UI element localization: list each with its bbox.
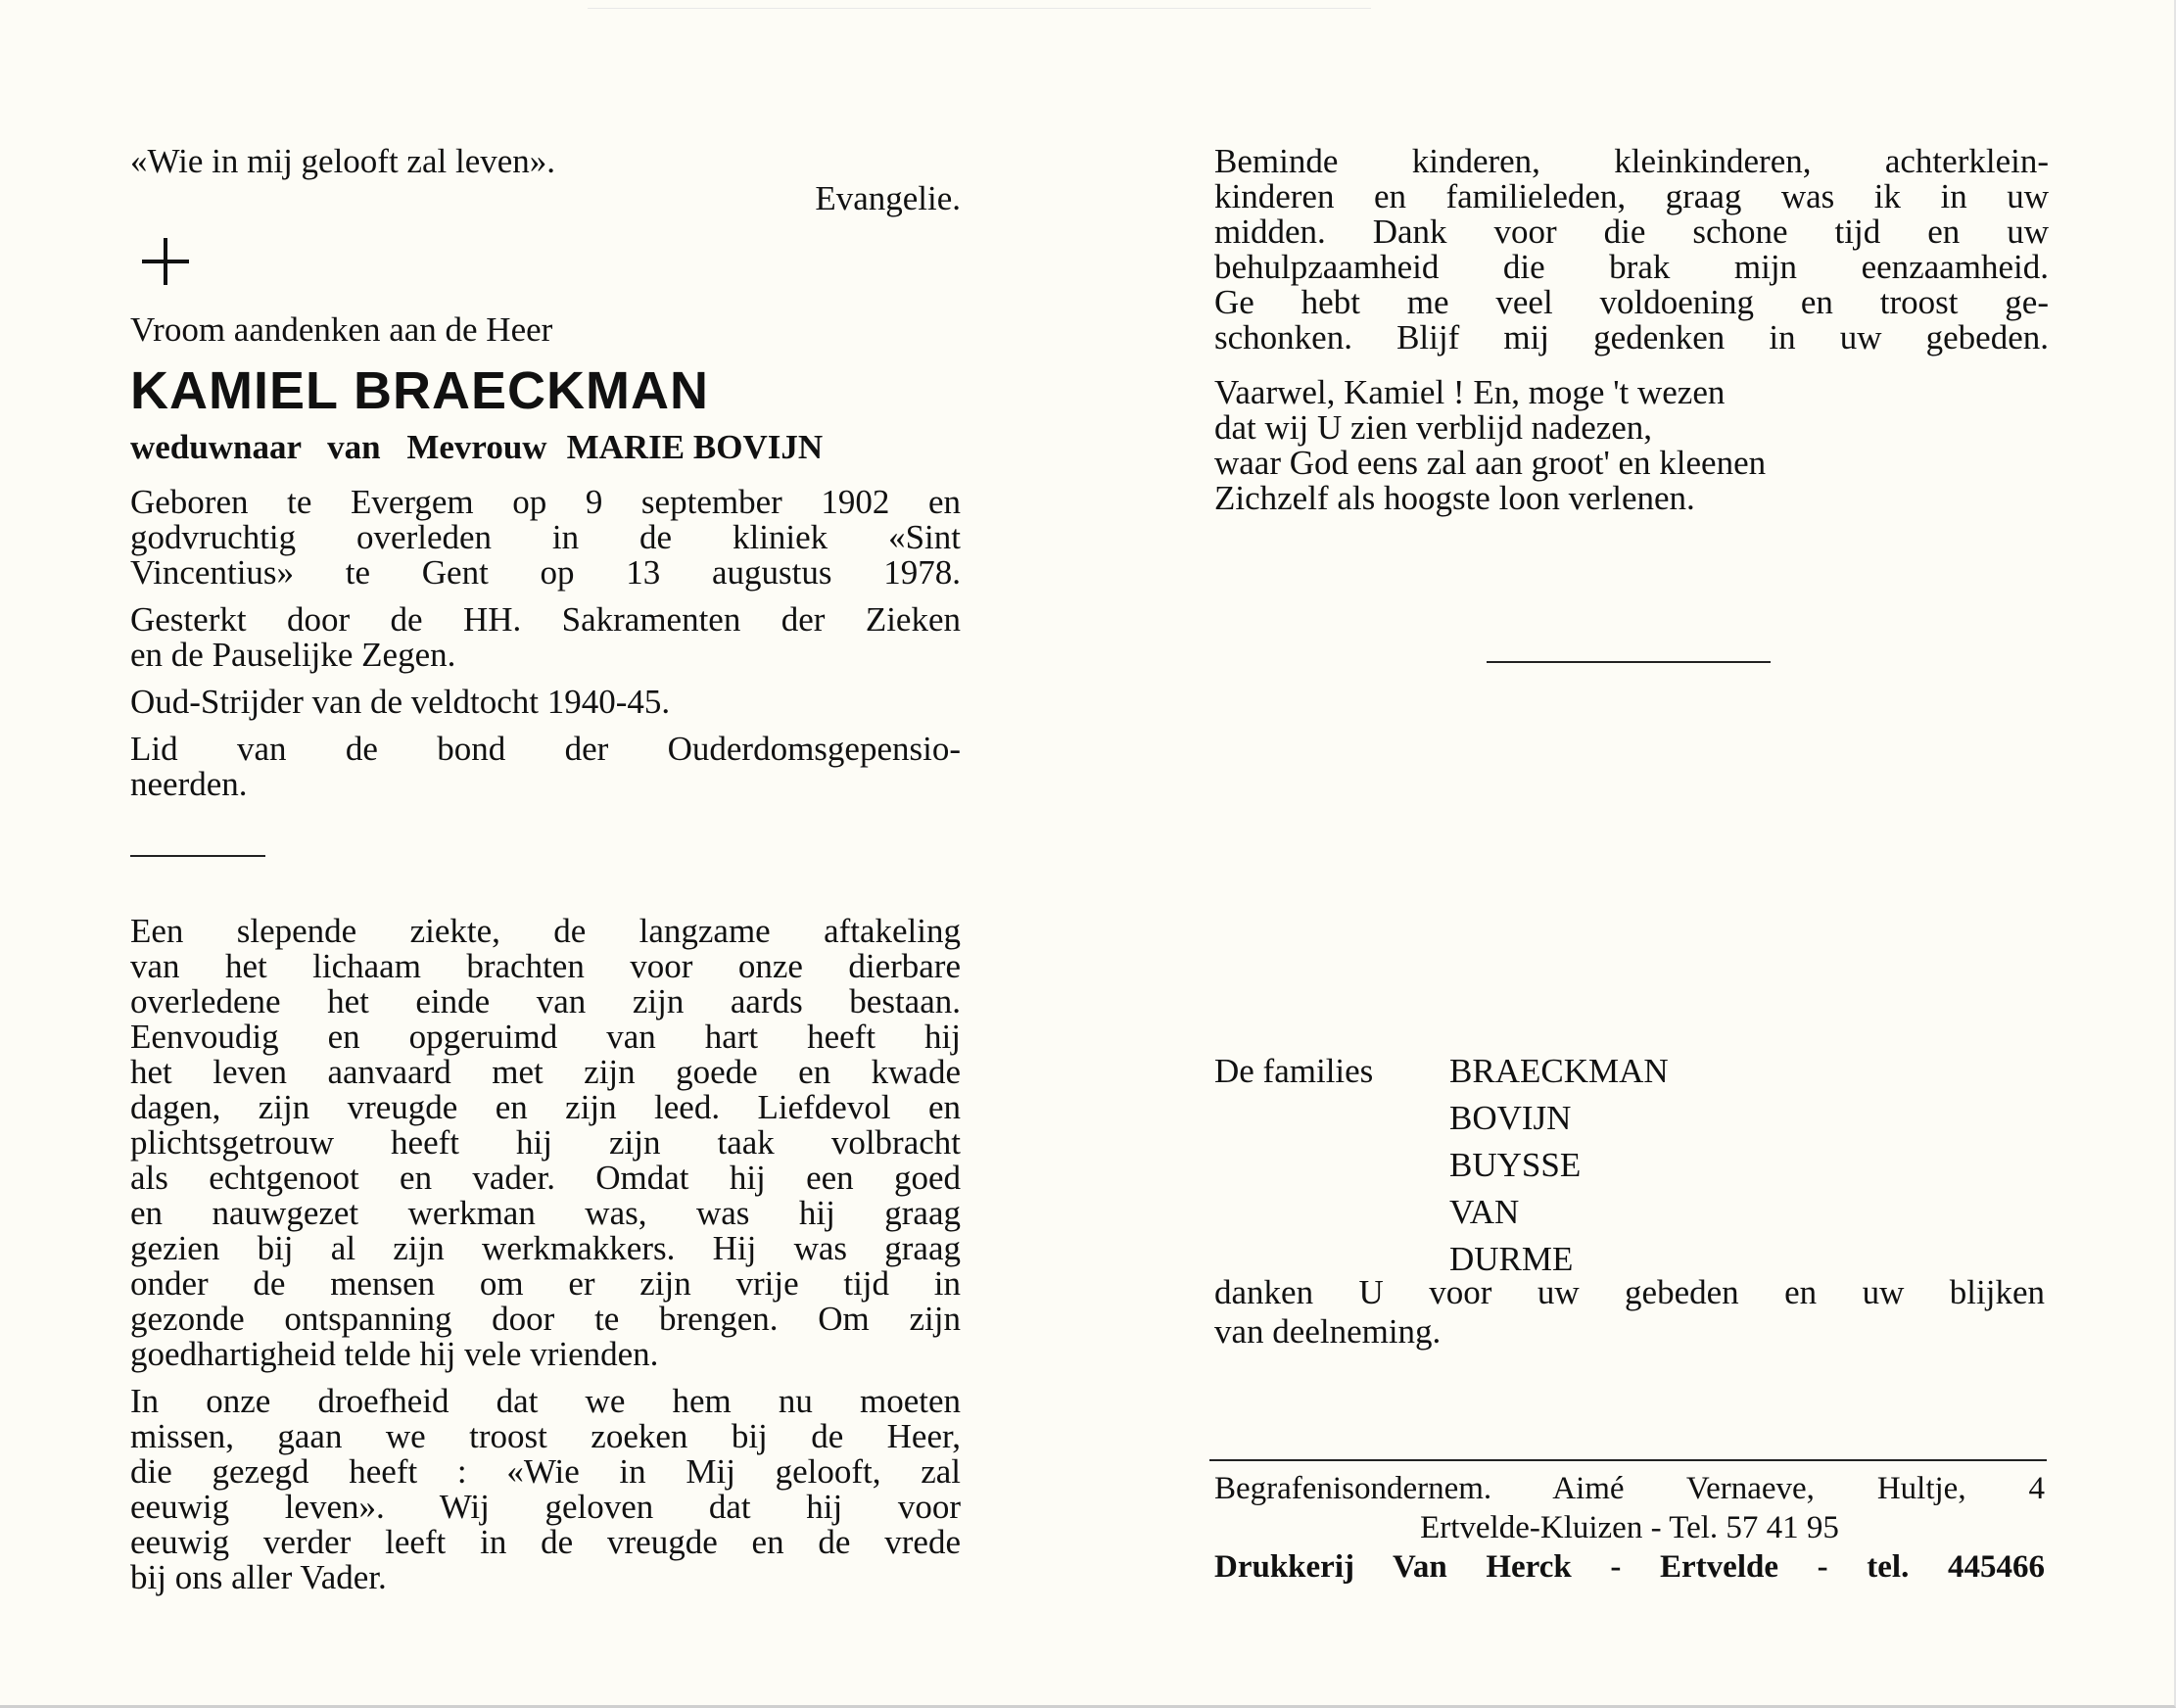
text-line: danken U voor uw gebeden en uw blijken <box>1214 1273 2045 1311</box>
text-line: plichtsgetrouw heeft hij zijn taak volbracht <box>130 1123 961 1162</box>
cross-icon <box>142 238 189 285</box>
memorial-intro: Vroom aandenken aan de Heer <box>130 310 553 349</box>
member-paragraph <box>130 732 961 802</box>
text-line: neerden. <box>130 765 248 803</box>
family-name: BRAECKMAN <box>1449 1052 1669 1090</box>
text-line: Vincentius» te Gent op 13 augustus 1978. <box>130 553 961 592</box>
text-line: gezonde ontspanning door te brengen. Om zijn <box>130 1300 961 1338</box>
family-name: BUYSSE <box>1449 1146 1582 1184</box>
faith-paragraph <box>130 1384 961 1595</box>
text-line: eeuwig leven». Wij geloven dat hij voor <box>130 1488 961 1526</box>
text-line: Geboren te Evergem op 9 september 1902 en <box>130 483 961 521</box>
text-line: Lid van de bond der Ouderdomsgepensio- <box>130 730 961 768</box>
text-line: godvruchtig overleden in de kliniek «Sint <box>130 518 961 556</box>
biography-paragraph <box>130 914 961 1372</box>
families-block <box>1214 1048 1669 1278</box>
text-line: Eenvoudig en opgeruimd van hart heeft hij <box>130 1018 961 1056</box>
text-line: Een slepende ziekte, de langzame aftakeling <box>130 912 961 950</box>
text-line: overledene het einde van zijn aards bestaan. <box>130 982 961 1020</box>
undertaker-address: Ertvelde-Kluizen - Tel. 57 41 95 <box>1420 1510 1839 1545</box>
family-name: BOVIJN <box>1449 1099 1572 1137</box>
poem-line: Vaarwel, Kamiel ! En, moge 't wezen <box>1214 373 1726 411</box>
veteran-line: Oud-Strijder van de veldtocht 1940-45. <box>130 683 671 721</box>
widower-line <box>130 430 961 465</box>
text-line: als echtgenoot en vader. Omdat hij een goed <box>130 1159 961 1197</box>
thanks-paragraph <box>1214 1273 2045 1352</box>
text-line: onder de mensen om er zijn vrije tijd in <box>130 1264 961 1303</box>
poem-line: Zichzelf als hoogste loon verlenen. <box>1214 479 1695 517</box>
text-line: Ge hebt me veel voldoening en troost ge- <box>1214 283 2049 321</box>
spouse-name: MARIE BOVIJN <box>566 428 824 466</box>
right-column <box>1214 144 2049 516</box>
poem-line: dat wij U zien verblijd nadezen, <box>1214 408 1653 447</box>
divider <box>1209 1459 2047 1461</box>
divider <box>130 855 265 857</box>
text-line: het leven aanvaard met zijn goede en kwade <box>130 1053 961 1091</box>
text-line: en de Pauselijke Zegen. <box>130 636 456 674</box>
text-line: gezien bij al zijn werkmakkers. Hij was graag <box>130 1229 961 1267</box>
birth-death-paragraph <box>130 485 961 591</box>
text-line: die gezegd heeft : «Wie in Mij gelooft, zal <box>130 1452 961 1491</box>
families-label: De families <box>1214 1052 1374 1090</box>
text-line: en nauwgezet werkman was, was hij graag <box>130 1194 961 1232</box>
divider <box>1487 661 1771 663</box>
sacrament-paragraph <box>130 602 961 673</box>
text-line: dagen, zijn vreugde en zijn leed. Liefdevol en <box>130 1088 961 1126</box>
text-line: Gesterkt door de HH. Sakramenten der Zieken <box>130 600 961 639</box>
farewell-paragraph <box>1214 144 2049 356</box>
text-line: In onze droefheid dat we hem nu moeten <box>130 1382 961 1420</box>
text-line: goedhartigheid telde hij vele vrienden. <box>130 1335 659 1373</box>
family-name: VAN DURME <box>1449 1193 1574 1278</box>
text-line: bij ons aller Vader. <box>130 1558 387 1596</box>
text-line: Beminde kinderen, kleinkinderen, achterklein- <box>1214 142 2049 180</box>
gospel-quote: «Wie in mij gelooft zal leven». <box>130 142 556 180</box>
undertaker-line: Begrafenisondernem. Aimé Vernaeve, Hultje, 4 <box>1214 1471 2045 1506</box>
gospel-quote-row <box>130 142 961 217</box>
poem <box>1214 375 2049 516</box>
imprint <box>1214 1469 2045 1587</box>
text-line: behulpzaamheid die brak mijn eenzaamheid. <box>1214 248 2049 286</box>
printer-line: Drukkerij Van Herck - Ertvelde - tel. 445466 <box>1214 1549 2045 1585</box>
deceased-name: KAMIEL BRAECKMAN <box>130 361 709 420</box>
text-line: schonken. Blijf mij gedenken in uw gebeden. <box>1214 318 2049 356</box>
left-column <box>130 144 961 1595</box>
text-line: midden. Dank voor die schone tijd en uw <box>1214 213 2049 251</box>
gospel-source: Evangelie. <box>815 179 961 217</box>
text-line: missen, gaan we troost zoeken bij de Heer, <box>130 1417 961 1455</box>
text-line: van het lichaam brachten voor onze dierbare <box>130 947 961 985</box>
widower-label: weduwnaar van Mevrouw <box>130 428 547 466</box>
text-line: kinderen en familieleden, graag was ik in uw <box>1214 177 2049 215</box>
poem-line: waar God eens zal aan groot' en kleenen <box>1214 444 1767 482</box>
text-line: eeuwig verder leeft in de vreugde en de vrede <box>130 1523 961 1561</box>
edge-line <box>588 8 1371 9</box>
text-line: van deelneming. <box>1214 1312 1442 1351</box>
